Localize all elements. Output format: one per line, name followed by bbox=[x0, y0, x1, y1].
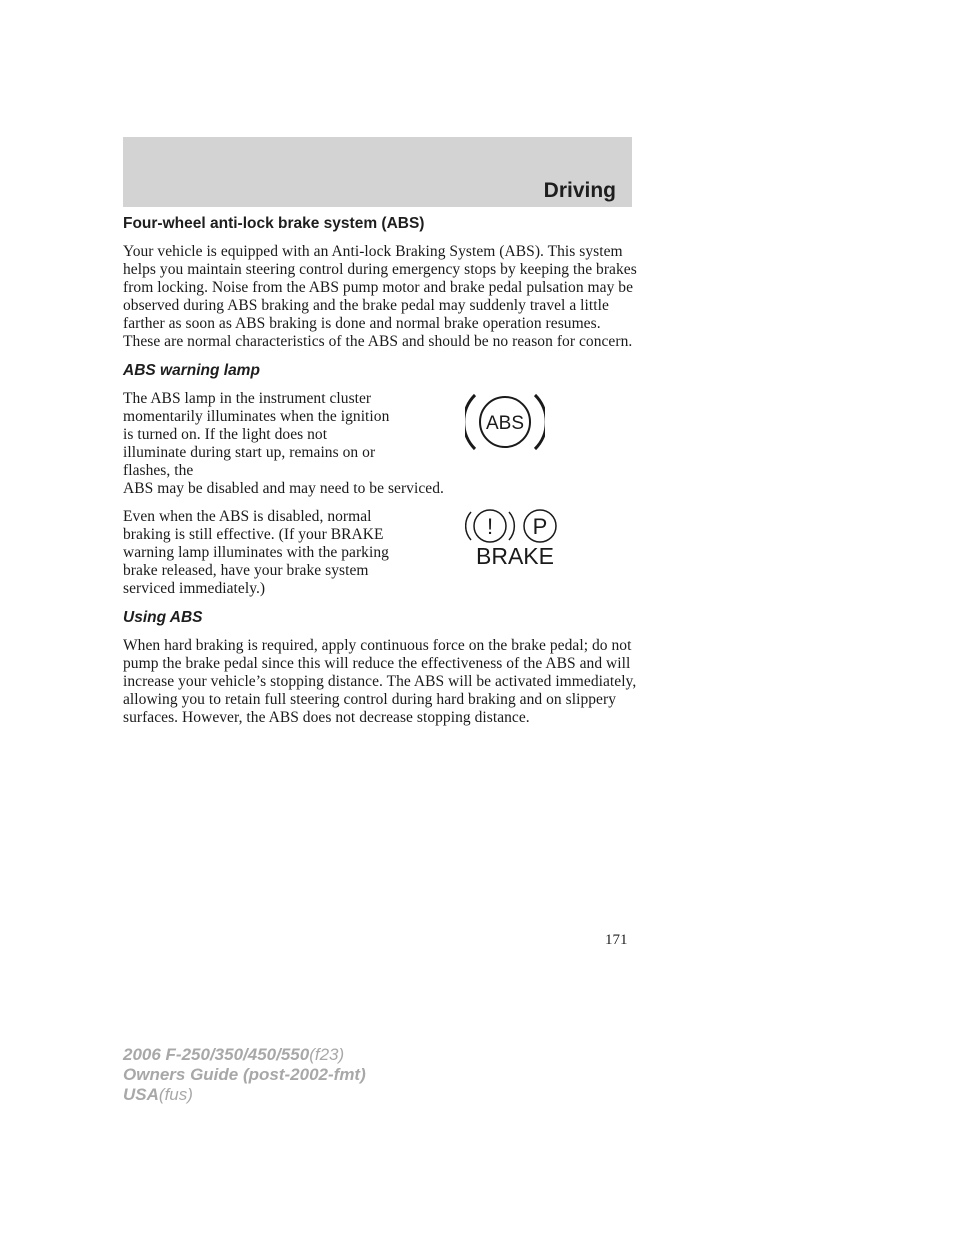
abs-lamp-paragraph-continued: ABS may be disabled and may need to be serviced. bbox=[123, 480, 444, 497]
brake-lamp-block bbox=[123, 508, 638, 598]
abs-intro-paragraph: Your vehicle is equipped with an Anti-lock Braking System (ABS). This system helps you maintain steering control during emergency stops by keeping the brakes from locking. Noise from the ABS pump motor and brake pedal pulsation may be observed during ABS braking and the brake pedal may suddenly travel a little farther as soon as ABS braking is done and normal brake operation resumes. These are normal characteristics of the ABS and should be no reason for concern. bbox=[123, 243, 637, 350]
footer-model-code: (f23) bbox=[309, 1045, 345, 1064]
brake-icon-label: BRAKE bbox=[476, 543, 554, 568]
abs-lamp-block bbox=[123, 390, 638, 498]
abs-lamp-paragraph-narrow: The ABS lamp in the instrument cluster momentarily illuminates when the ignition is turned on. If the light does not illuminate during start up, remains on or flashes, the bbox=[123, 390, 390, 479]
brake-exclaim-glyph: ! bbox=[486, 514, 494, 539]
using-abs-heading: Using ABS bbox=[123, 609, 203, 626]
footer-country-code: (fus) bbox=[158, 1085, 193, 1104]
brake-park-glyph: P bbox=[532, 514, 548, 539]
header-band bbox=[123, 137, 632, 207]
using-abs-paragraph: When hard braking is required, apply continuous force on the brake pedal; do not pump the brake pedal since this will reduce the effectiveness of the ABS and will increase your vehicle’s stopping distance. The ABS will be activated immediately, allowing you to retain full steering control during hard braking and on slippery surfaces. However, the ABS does not decrease stopping distance. bbox=[123, 637, 637, 726]
document-footer bbox=[123, 1045, 366, 1105]
abs-icon-label: ABS bbox=[485, 413, 525, 434]
footer-guide-title: Owners Guide (post-2002-fmt) bbox=[123, 1065, 366, 1084]
footer-country: USA bbox=[123, 1085, 159, 1104]
footer-line-1 bbox=[123, 1045, 366, 1065]
abs-warning-lamp-icon bbox=[465, 390, 545, 454]
abs-section-heading: Four-wheel anti-lock brake system (ABS) bbox=[123, 215, 425, 232]
page-content bbox=[123, 214, 638, 737]
footer-model: 2006 F-250/350/450/550 bbox=[123, 1045, 310, 1064]
brake-warning-lamp-icon bbox=[465, 508, 565, 568]
page-number: 171 bbox=[605, 932, 628, 948]
footer-line-2 bbox=[123, 1065, 366, 1085]
section-title: Driving bbox=[543, 179, 616, 202]
abs-warning-lamp-heading: ABS warning lamp bbox=[123, 362, 260, 379]
footer-line-3 bbox=[123, 1085, 366, 1105]
brake-lamp-paragraph: Even when the ABS is disabled, normal braking is still effective. (If your BRAKE warning lamp illuminates with the parking brake released, have your brake system serviced immediately.) bbox=[123, 508, 389, 597]
